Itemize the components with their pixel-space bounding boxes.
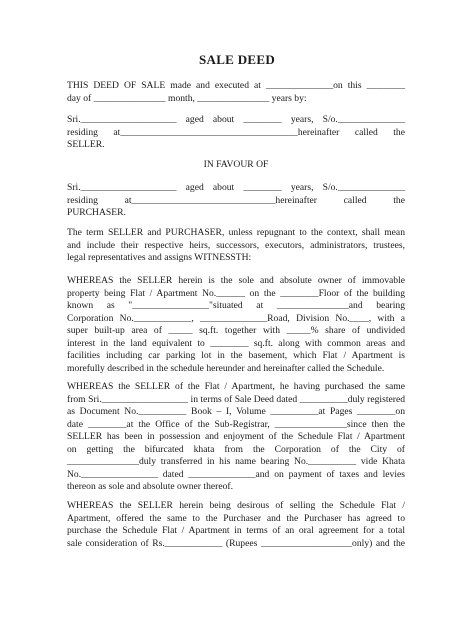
- text-line: IN FAVOUR OF: [203, 159, 269, 170]
- text-line: property being Flat / Apartment No.______ on the ________Floor of the building: [67, 287, 405, 299]
- text-line: Sri.____________________ aged about ________ years, S/o.______________: [67, 114, 405, 125]
- text-line: morefully described in the schedule hereunder and hereinafter called the Schedule.: [67, 362, 385, 374]
- text-line: THIS DEED OF SALE made and executed at ______________on this ________: [67, 80, 405, 91]
- text-line: SELLER.: [67, 139, 105, 150]
- text-line: purchase the Schedule Flat / Apartment in terms of an oral agreement for a total: [67, 525, 405, 536]
- text-line: WHEREAS the SELLER of the Flat / Apartment, he having purchased the same: [67, 381, 405, 392]
- text-line: WHEREAS the SELLER herein is the sole and absolute owner of immovable: [67, 275, 405, 286]
- text-line: super built-up area of _____ sq.ft. together with _____% share of undivided: [67, 325, 405, 336]
- in-favour-of-heading: [67, 159, 405, 172]
- text-line: facilities including car parking lot in the basement, which Flat / Apartment is: [67, 350, 405, 361]
- purchaser-paragraph: [67, 182, 405, 220]
- text-line: on getting the bifurcated khata from the Corporation of the City of: [67, 443, 405, 455]
- text-line: The term SELLER and PURCHASER, unless repugnant to the context, shall mean: [67, 227, 405, 238]
- text-line: Apartment, offered the same to the Purchaser and the Purchaser has agreed to: [67, 512, 405, 524]
- text-line: day of _______________ month, _______________ years by:: [67, 92, 307, 104]
- whereas-paragraph-1: [67, 275, 405, 375]
- text-line: Corporation No.____________, ______________Road, Division No.____, with a: [67, 312, 405, 324]
- text-line: and include their respective heirs, successors, executors, administrators, trustees,: [67, 239, 405, 251]
- text-line: No.________________ dated ______________and on payment of taxes and levies: [67, 468, 405, 480]
- whereas-paragraph-2: [67, 381, 405, 494]
- text-line: legal representatives and assigns WITNESSTH:: [67, 252, 252, 263]
- text-line: SELLER has been in possession and enjoyment of the Schedule Flat / Apartment: [67, 431, 405, 442]
- text-line: Sri.____________________ aged about ________ years, S/o.______________: [67, 182, 405, 193]
- text-line: WHEREAS the SELLER herein being desirous of selling the Schedule Flat /: [67, 500, 405, 511]
- terms-paragraph: [67, 227, 405, 265]
- text-line: from Sri.__________________ in terms of Sale Deed dated __________duly registered: [67, 393, 405, 405]
- opening-paragraph: [67, 80, 405, 105]
- text-line: residing at_____________________________________hereinafter called the: [67, 126, 405, 138]
- seller-paragraph: [67, 114, 405, 152]
- text-line: interest in the land equivalent to ________ sq.ft. along with common areas and: [67, 337, 405, 349]
- text-line: _______________duly transferred in his name bearing No.__________ vide Khata: [67, 456, 405, 467]
- text-line: date ________at the Office of the Sub-Registrar, _______________since then the: [67, 418, 405, 430]
- text-line: sale consideration of Rs.____________ (Rupees ___________________only) and the: [67, 537, 405, 549]
- text-line: residing at______________________________hereinafter called the: [67, 194, 405, 206]
- text-line: thereon as sole and absolute owner thereof.: [67, 481, 233, 492]
- text-line: as Document No.__________ Book – I, Volume __________at Pages ________on: [67, 406, 405, 417]
- document-title: SALE DEED: [198, 52, 276, 67]
- text-line: known as "________________"situated at _______________and bearing: [67, 300, 405, 311]
- whereas-paragraph-3: [67, 500, 405, 550]
- text-line: PURCHASER.: [67, 207, 126, 218]
